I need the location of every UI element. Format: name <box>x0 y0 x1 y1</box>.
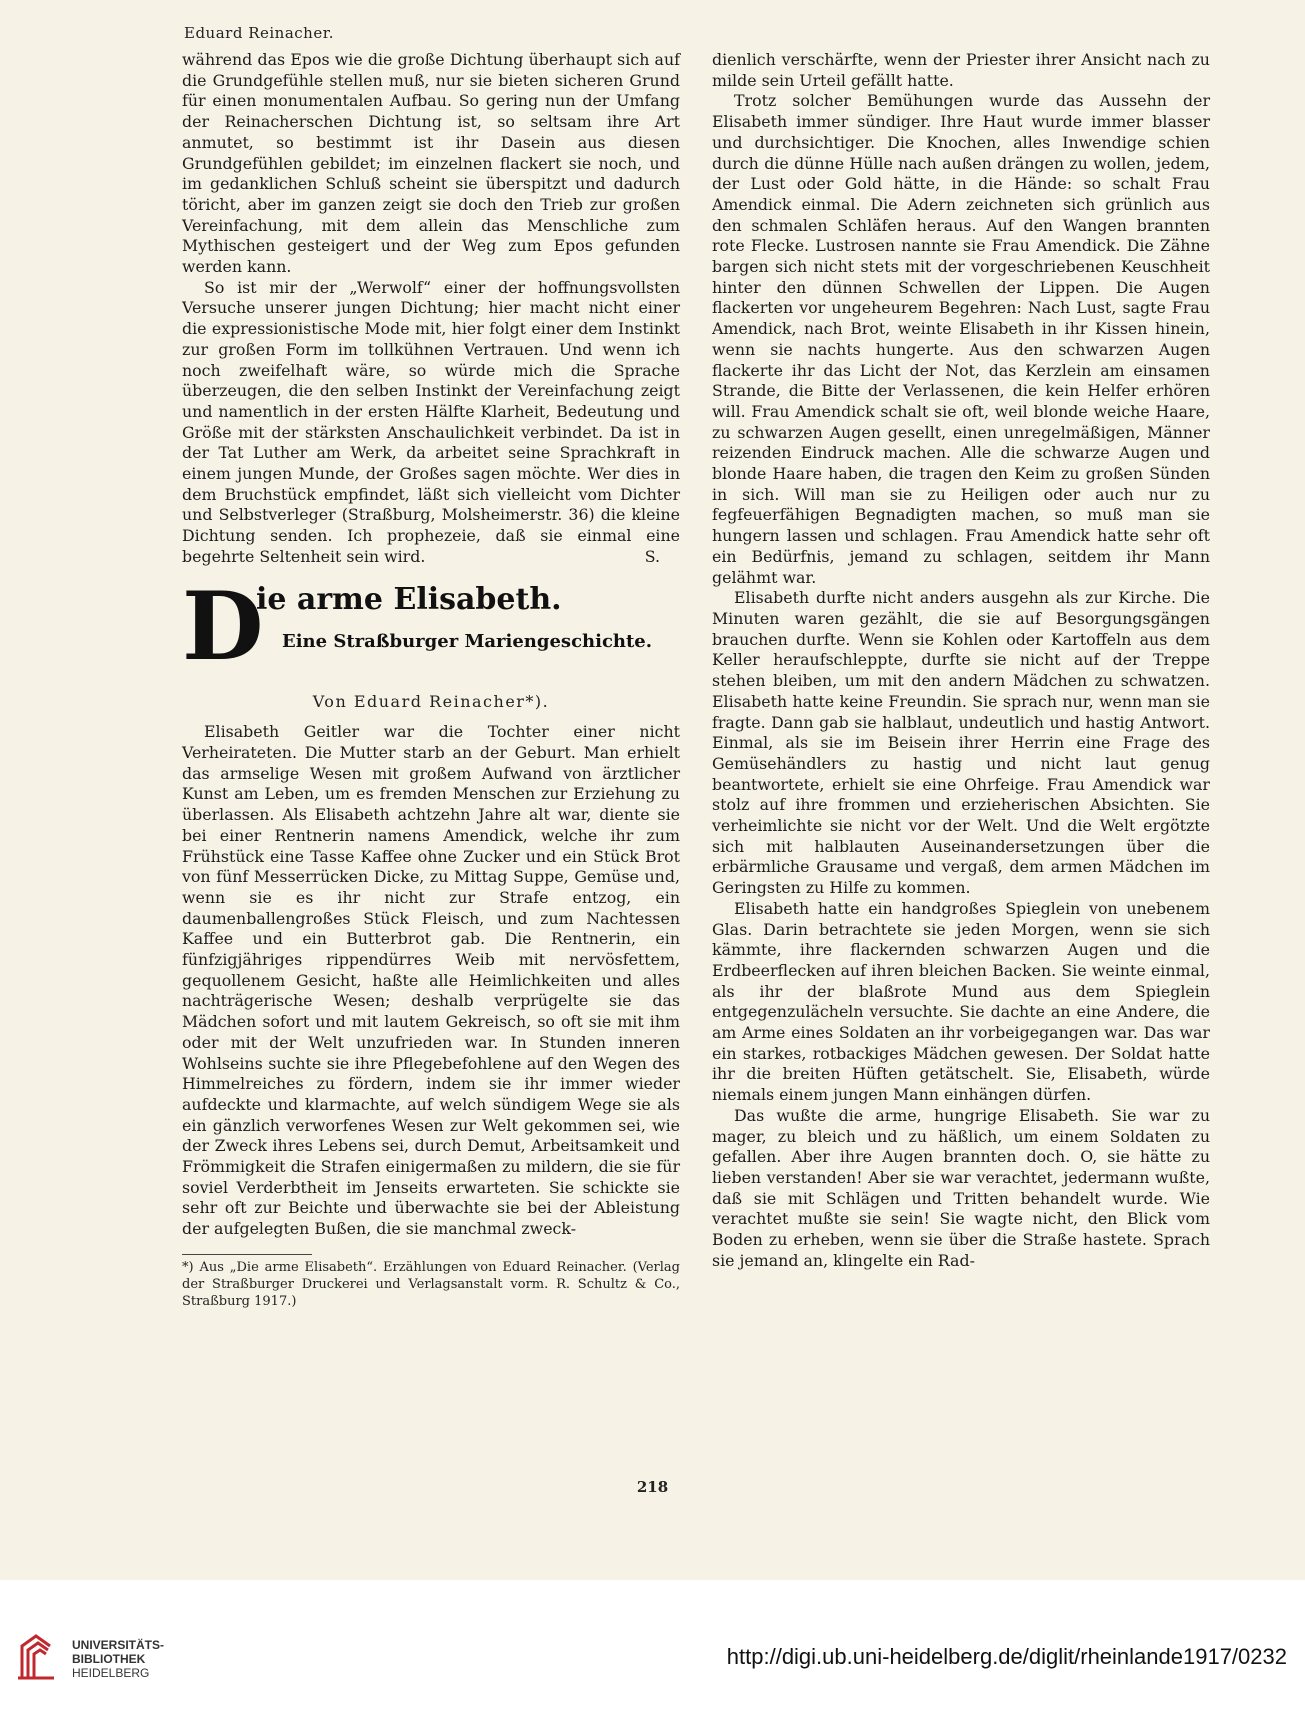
library-name-line: HEIDELBERG <box>72 1666 150 1680</box>
library-name <box>72 1638 164 1680</box>
article-title: ie arme Elisabeth. <box>256 581 562 617</box>
paragraph: Elisabeth Geitler war die Tochter einer nicht Verheirateten. Die Mutter starb an der Geburt. Man erhielt das armselige Wesen mit großem Aufwand von ärztlicher Kunst am Leben, um es fremden Menschen zur Erziehung zu überlassen. Als Elisabeth achtzehn Jahre alt war, diente sie bei einer Rentnerin namens Amendick, welche ihr zum Frühstück eine Tasse Kaffee ohne Zucker und ein Stück Brot von fünf Messerrücken Dicke, zu Mittag Suppe, Gemüse und, wenn sie es ihr nicht zur Strafe entzog, ein daumenballengroßes Stück Fleisch, und zum Nachtessen Kaffee und ein Butterbrot gab. Die Rentnerin, ein fünfzigjähriges rippendürres Weib mit nervösfettem, gequollenem Gesicht, haßte alle Heimlichkeiten und alles nachträgerische Wesen; deshalb verprügelte sie das Mädchen sofort und mit lautem Gekreisch, so oft sie mit ihm oder mit der Welt unzufrieden war. In Stunden inneren Wohlseins suchte sie ihre Pflegebefohlene auf den Wegen des Himmelreiches zu fördern, indem sie ihr immer wieder aufdeckte und klarmachte, auf welch sündigem Wege sie als ein gänzlich verworfenes Wesen zur Welt gekommen sei, wie der Zweck ihres Lebens sei, durch Demut, Arbeitsamkeit und Frömmigkeit die Strafen einigermaßen zu mildern, die sie für soviel Verderbtheit im Jenseits erwarteten. Sie schickte sie sehr oft zur Beichte und überwachte sie bei der Ableistung der aufgelegten Bußen, die sie manchmal zweck- <box>182 722 680 1239</box>
right-column <box>712 50 1210 1271</box>
running-head: Eduard Reinacher. <box>184 24 334 42</box>
source-url-link[interactable]: http://digi.ub.uni-heidelberg.de/diglit/rheinlande1917/0232 <box>726 1644 1287 1669</box>
paragraph: dienlich verschärfte, wenn der Priester ihrer Ansicht nach zu milde sein Urteil gefällt hatte. <box>712 50 1210 90</box>
paragraph: Trotz solcher Bemühungen wurde das Aussehn der Elisabeth immer sündiger. Ihre Haut wurde immer blasser und durchsichtiger. Die Knochen, alles Inwendige schien durch die dünne Hülle nach außen drängen zu wollen, jedem, der Lust oder Gold hätte, in die Hände: so schalt Frau Amendick einmal. Die Adern zeichneten sich grünlich aus den schmalen Schläfen heraus. Auf den Wangen brannten rote Flecke. Lustrosen nannte sie Frau Amendick. Die Zähne bargen sich nicht stets mit der vorgeschriebenen Keuschheit hinter den dünnen Schwellen der Lippen. Die Augen flackerten vor ungeheurem Begehren: Nach Lust, sagte Frau Amendick, nach Brot, weinte Elisabeth in ihr Kissen hinein, wenn sie nachts hungerte. Aus den schwarzen Augen flackerte ihr das Licht der Not, das Kerzlein am einsamen Strande, die Bitte der Verlassenen, die kein Helfer erhören will. Frau Amendick schalt sie oft, weil blonde weiche Haare, zu schwarzen Augen gesellt, einen unregelmäßigen, Männer reizenden Eindruck machen. Alle die schwarze Augen und blonde Haare haben, die tragen den Keim zu großen Sünden in sich. Will man sie zu Heiligen oder auch nur zu fegfeuerfähigen Begnadigten machen, so muß man sie hungern lassen und schlagen. Frau Amendick hatte sehr oft ein Bedürfnis, jemand zu schlagen, seitdem ihr Mann gelähmt war. <box>712 91 1210 587</box>
footnote: *) Aus „Die arme Elisabeth“. Erzählungen von Eduard Reinacher. (Verlag der Straßburger Druckerei und Verlagsanstalt vorm. R. Schultz & Co., Straßburg 1917.) <box>182 1259 680 1309</box>
byline: Von Eduard Reinacher*). <box>312 691 550 711</box>
paragraph: Elisabeth hatte ein handgroßes Spieglein von unebenem Glas. Darin betrachtete sie jeden Morgen, wenn sie sich kämmte, ihre flackernden schwarzen Augen und die Erdbeerflecken auf ihren bleichen Backen. Sie weinte einmal, als ihr der blaßrote Mund aus dem Spieglein entgegenzulächeln versuchte. Sie dachte an eine Andere, die am Arme eines Soldaten an ihr vorbeigegangen war. Das war ein starkes, rotbackiges Mädchen gewesen. Der Soldat hatte ihr die breiten Hüften getätschelt. Sie, Elisabeth, würde niemals einem jungen Mann einhängen dürfen. <box>712 898 1210 1105</box>
article-title-block <box>182 571 680 682</box>
article-subtitle: Eine Straßburger Mariengeschichte. <box>282 630 653 652</box>
library-name-line: BIBLIOTHEK <box>72 1652 146 1666</box>
page-number: 218 <box>636 1478 669 1496</box>
left-column <box>182 50 680 1310</box>
library-name-line: UNIVERSITÄTS- <box>72 1638 165 1652</box>
viewer-footer <box>0 1580 1305 1717</box>
author-signature: S. <box>644 546 660 566</box>
paragraph: Elisabeth durfte nicht anders ausgehn als zur Kirche. Die Minuten waren gezählt, die sie auf Besorgungsgängen brauchen durfte. Wenn sie Kohlen oder Kartoffeln aus dem Keller heraufschleppte, durfte sie nicht auf der Treppe stehen bleiben, um mit den andern Mädchen zu schwatzen. Elisabeth hatte keine Freundin. Sie sprach nur, wenn man sie fragte. Dann gab sie halblaut, undeutlich und hastig Antwort. Einmal, als sie im Beisein ihrer Herrin eine Frage des Gemüsehändlers zu hastig und nicht laut genug beantwortete, erhielt sie eine Ohrfeige. Frau Amendick war stolz auf ihre frommen und erzieherischen Absichten. Sie verheimlichte sie nicht vor der Welt. Und die Welt ergötzte sich mit halblauten Auseinandersetzungen über die erbärmliche Grausame und vergaß, dem armen Mädchen im Geringsten zu Hilfe zu kommen. <box>712 588 1210 898</box>
library-logo-icon <box>14 1632 58 1682</box>
paragraph: So ist mir der „Werwolf“ einer der hoffnungsvollsten Versuche unserer jungen Dichtung; hier macht nicht einer die expressionistische Mode mit, hier folgt einer dem Instinkt zur großen Form im tollkühnen Vertrauen. Und wenn ich noch zweifelhaft wäre, so würde mich die Sprache überzeugen, die den selben Instinkt der Vereinfachung zeigt und namentlich in der ersten Hälfte Klarheit, Bedeutung und Größe mit der stärksten Anschaulichkeit verbindet. Da ist in der Tat Luther am Werk, da arbeitet seine Sprachkraft in einem jungen Munde, der Großes sagen möchte. Wer dies in dem Bruchstück empfindet, läßt sich vielleicht vom Dichter und Selbstverleger (Straßburg, Molsheimerstr. 36) die kleine Dichtung senden. Ich prophezeie, daß sie einmal eine begehrte Seltenheit sein wird. <box>182 277 680 566</box>
paragraph: während das Epos wie die große Dichtung überhaupt sich auf die Grundgefühle stellen muß, nur sie bieten sicheren Grund für einen monumentalen Aufbau. So gering nun der Umfang der Reinacherschen Dichtung ist, so seltsam ihre Art anmutet, so bestimmt ist ihr Dasein aus diesen Grundgefühlen gebildet; im einzelnen flackert sie noch, und im gedanklichen Schluß scheint sie überspitzt und dadurch töricht, aber im ganzen zeigt sie doch den Trieb zur großen Vereinfachung, mit dem allein das Menschliche zum Mythischen gesteigert und der Weg zum Epos gefunden werden kann. <box>182 50 680 277</box>
drop-cap: D <box>182 571 264 682</box>
footnote-rule <box>182 1254 312 1255</box>
paragraph: Das wußte die arme, hungrige Elisabeth. Sie war zu mager, zu bleich und zu häßlich, um einem Soldaten zu gefallen. Aber ihre Augen brannten doch. O, sie hätte zu lieben verstanden! Aber sie war verachtet, jedermann wußte, daß sie mit Schlägen und Tritten behandelt wurde. Wie verachtet mußte sie sein! Sie wagte nicht, den Blick vom Boden zu erheben, wenn sie über die Straße hastete. Sprach sie jemand an, klingelte ein Rad- <box>712 1105 1210 1270</box>
